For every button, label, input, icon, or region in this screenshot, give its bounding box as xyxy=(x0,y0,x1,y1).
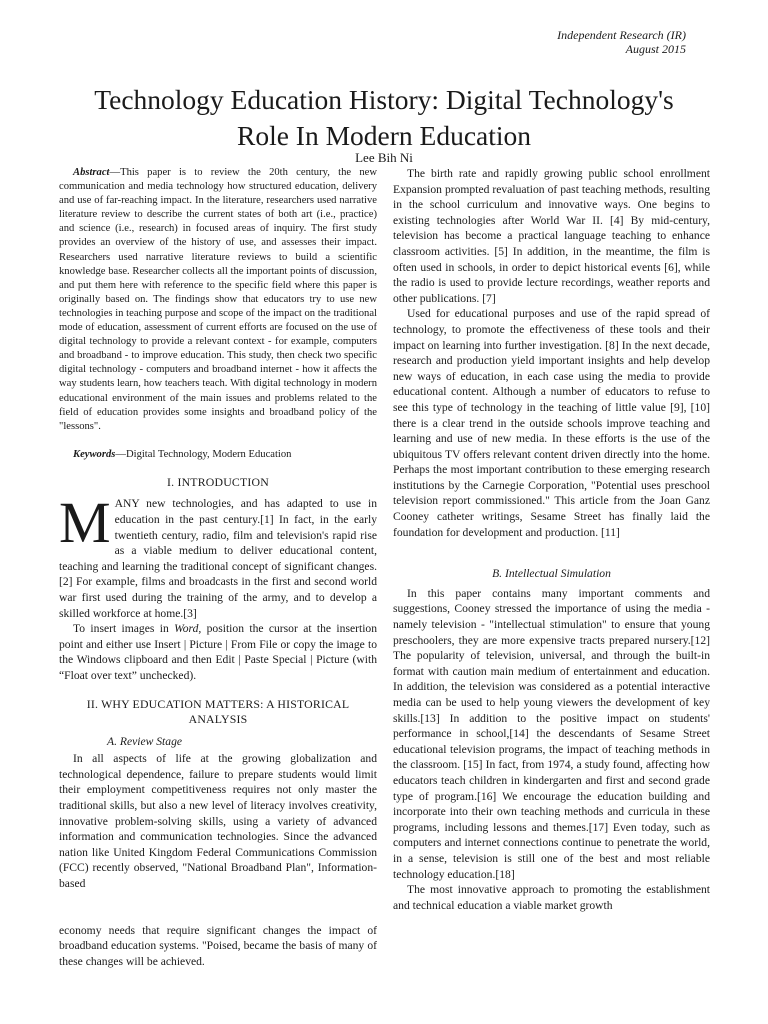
drop-cap: M xyxy=(59,490,111,556)
abstract-text: —This paper is to review the 20th century, the new communication and media technology how structured education, delivery and use of far-reaching impact. In the literature, researchers used narrative literature review to describe the current states of both art (i.e., practice) and science (i.e., research) in focused areas of inquiry. The first study provides an overview of the history of use, and assesses their impact. Researchers used narrative literature reviews to build a scientific knowledge base. Researcher collects all the important points of discussion, and put them here with reference to the specific field where this paper is originally based on. The findings show that educators try to use new technologies in teaching purpose and scope of the impact on the traditional mode of education, assessment of current efforts are focused on the use of digital technology to provide a relevant context - for example, computers and broadband - to improve education. This study, then check two specific digital technology - computers and broadband internet - how it affects the way students learn, how teachers teach. With digital technology in modern educational environment of the main issues and problems related to the field of education provides some insights and broadband policy of the "lessons". xyxy=(59,167,377,432)
intellectual-paragraph-1: In this paper contains many important comments and suggestions, Cooney stressed the importance of using the media - namely television - "intellectual stimulation" to ensure that young preschoolers, they are more expensive tracts prepared nursery.[12] The popularity of television, universal, and through the built-in format with caution main medium of entertainment and education. In addition, the television was considered as a potential interactive media can be used to help young viewers the development of key skills.[13] In addition to the positive impact on students' performance in school,[14] the descendants of Sesame Street educational television programs, the impact of teaching methods in the classroom. [15] In fact, from 1974, a study found, affecting how educators teach children in kindergarten and first and second grade type of program.[16] We encourage the education building and incorporate into their own teaching methods and curricula in these programs, including lessons and themes.[17] Even today, such as computers and internet connections continue to penetrate the world, in a sense, television is still one of the best and most reliable technology education.[18] xyxy=(393,586,710,881)
publication-date: August 2015 xyxy=(625,42,686,56)
abstract-label: Abstract xyxy=(73,167,110,178)
review-paragraph-1: In all aspects of life at the growing globalization and technological dependence, failure to prepare students would limit their employment competitiveness requires not only master the traditional skills, but also a new level of literacy involves creativity, innovative problem-solving skills, using a variety of advanced information and communication technologies. Since the advanced nation like United Kingdom Federal Communications Commission (FCC) recently observed, "National Broadband Plan", Information-based xyxy=(59,752,377,891)
journal-name: Independent Research (IR) xyxy=(557,28,686,42)
subsection-heading-review: A. Review Stage xyxy=(107,734,183,748)
intro-paragraph-1 xyxy=(59,490,377,621)
history-paragraph-2: Used for educational purposes and use of the rapid spread of technology, to promote the effectiveness of these tools and their impact on learning into further investigation. [8] In the next decade, research and production yield important insights and help develop new ways of education, in each case using the media to provide educational content. Although a number of educators to refuse to see this type of technology in the teaching of little value [9], [10] there is a clear trend in the outside schools improve teaching and learning and use of new media. In these efforts is the use of the ubiquitous TV offers relevant content driven directly into the home. Perhaps the most important contribution to these emerging research institutions by the Carnegie Corporation, "Potential uses preschool television report commissioned." This article from the Joan Ganz Cooney catheter writings, Sesame Street has finally laid the foundation for development and production. [11] xyxy=(393,307,710,539)
intellectual-paragraph-2: The most innovative approach to promoting the establishment and technical education a viable market growth xyxy=(393,883,710,912)
section-heading-introduction: I. INTRODUCTION xyxy=(167,474,269,489)
intro-paragraph-2: To insert images in Word, position the cursor at the insertion point and either use Insert | Picture | From File or copy the image to the Windows clipboard and then Edit | Paste Special | Picture (with “Float over text” unchecked). xyxy=(59,622,378,682)
right-column xyxy=(393,166,710,913)
keywords xyxy=(59,448,377,462)
title-line-2: Role In Modern Education xyxy=(236,120,532,151)
title-line-1: Technology Education History: Digital Technology's xyxy=(94,84,674,115)
keywords-text: —Digital Technology, Modern Education xyxy=(115,448,292,460)
review-paragraph-2: economy needs that require significant changes the impact of broadband education systems. "Poised, became the basis of many of these changes will be achieved. xyxy=(59,923,377,968)
paper-title xyxy=(0,82,768,154)
history-paragraph-1: The birth rate and rapidly growing public school enrollment Expansion prompted revaluation of past teaching methods, resulting in the school curriculum and innovative ways. One begins to existing technologies after World War II. [4] By mid-century, television has become a practical language teaching to enhance classroom activities. [5] In addition, in the meantime, the film is often used in schools, in order to depict historical events [6], while the radio is used to provide lecture recordings, weather reports and other publications. [7] xyxy=(393,167,710,305)
section-heading-why-education: II. WHY EDUCATION MATTERS: A HISTORICAL ANALYSIS xyxy=(86,696,350,727)
keywords-label: Keywords xyxy=(73,448,116,460)
intro-paragraph-1-text: ANY new technologies, and has adapted to use in education in the past century.[1] In fact, in the early twentieth century, radio, film and television's rapid rise as a viable medium to deliver educational content, teaching and learning the traditional concept of significant changes.[2] For example, films and broadcasts in the first and second world war first used during the training of the army, and to develop a skilled workforce at home.[3] xyxy=(59,497,377,620)
word-italic: Word, xyxy=(174,622,202,636)
abstract xyxy=(59,166,377,434)
left-column xyxy=(59,166,377,969)
running-header xyxy=(557,28,686,56)
author-name: Lee Bih Ni xyxy=(355,150,413,165)
subsection-heading-intellectual: B. Intellectual Simulation xyxy=(492,567,611,581)
